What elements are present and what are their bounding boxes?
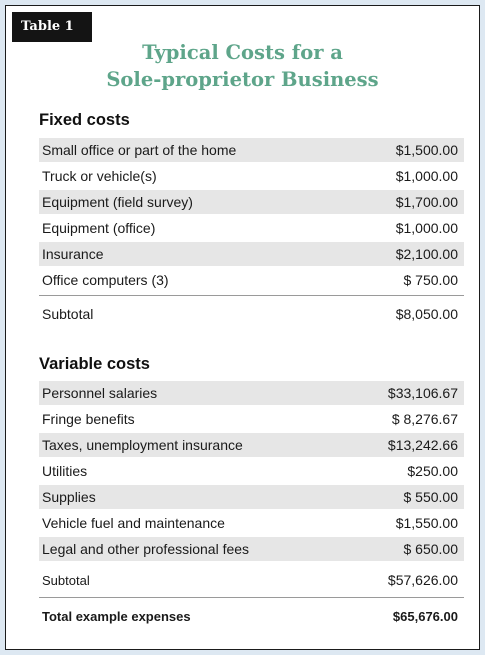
table-panel [5,5,480,650]
subtotal-label: Subtotal [42,572,90,588]
row-label: Fringe benefits [42,411,135,427]
row-label: Equipment (field survey) [42,194,193,210]
table-row [39,485,464,509]
row-amount: $ 650.00 [403,541,458,557]
table-row [39,190,464,214]
row-amount: $ 8,276.67 [391,411,458,427]
table-row [39,459,464,483]
variable-costs-heading: Variable costs [39,355,150,373]
subtotal-label: Subtotal [42,306,94,322]
row-label: Small office or part of the home [42,142,237,158]
subtotal-divider [39,295,464,296]
row-amount: $1,500.00 [395,142,458,158]
row-label: Taxes, unemployment insurance [42,437,243,453]
row-label: Insurance [42,246,104,262]
row-label: Vehicle fuel and maintenance [42,515,225,531]
table-row [39,242,464,266]
row-amount: $13,242.66 [387,437,458,453]
table-row [39,511,464,535]
row-label: Utilities [42,463,88,479]
fixed-subtotal-row [39,302,464,326]
row-label: Office computers (3) [42,272,169,288]
row-label: Truck or vehicle(s) [42,168,157,184]
table-tag: Table 1 [12,12,92,42]
row-amount: $ 550.00 [403,489,458,505]
subtotal-amount: $57,626.00 [387,572,458,588]
row-amount: $ 750.00 [403,272,458,288]
table-row [39,268,464,292]
table-row [39,537,464,561]
table-row [39,216,464,240]
total-row [39,604,464,628]
table-row [39,138,464,162]
total-label: Total example expenses [42,608,191,624]
title-line-2: Sole-proprietor Business [106,68,379,91]
row-label: Personnel salaries [42,385,158,401]
row-amount: $250.00 [407,463,458,479]
table-row [39,433,464,457]
table-row [39,407,464,431]
total-amount: $65,676.00 [392,608,458,624]
row-amount: $1,000.00 [395,220,458,236]
total-divider [39,597,464,598]
fixed-costs-heading: Fixed costs [39,111,130,129]
variable-subtotal-row [39,568,464,592]
row-label: Legal and other professional fees [42,541,250,557]
row-label: Supplies [42,489,96,505]
title-line-1: Typical Costs for a [142,41,343,64]
row-amount: $1,000.00 [395,168,458,184]
row-amount: $1,550.00 [395,515,458,531]
row-amount: $1,700.00 [395,194,458,210]
table-row [39,381,464,405]
row-label: Equipment (office) [42,220,156,236]
table-title [6,39,479,93]
row-amount: $2,100.00 [395,246,458,262]
table-row [39,164,464,188]
row-amount: $33,106.67 [387,385,458,401]
subtotal-amount: $8,050.00 [395,306,458,322]
